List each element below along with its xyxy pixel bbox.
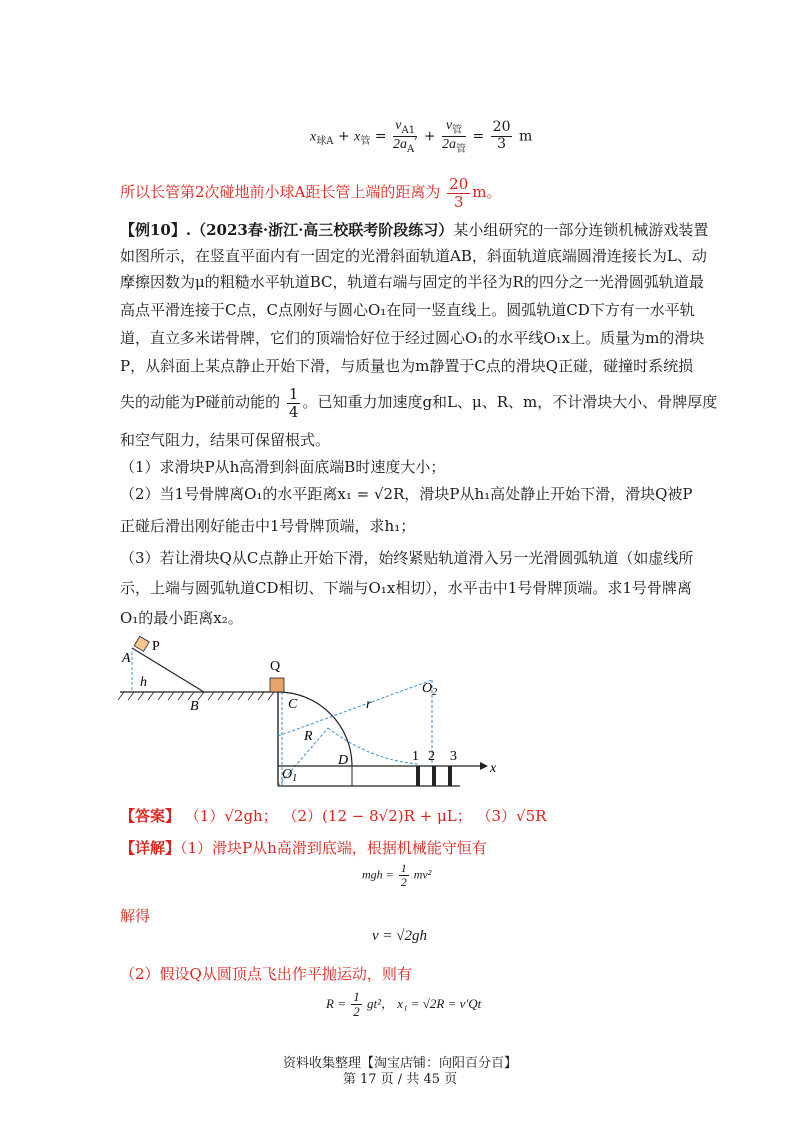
label-h: h [140, 675, 147, 690]
question-3b: 示，上端与圆弧轨道CD相切、下端与O₁x相切），水平击中1号骨牌顶端。求1号骨牌离 [120, 579, 692, 597]
answer-line: 所以长管第2次碰地前小球A距长管上端的距离为 $\frac{20}{3}$ m。 [120, 175, 502, 211]
fraction-a1: $\frac{v_{A1}}{2a_A'}$ [392, 118, 418, 155]
answer-row: 【答案】 （1）√2gh； （2）(12 − 8√2)R + μL； （3）√5R [120, 807, 547, 825]
detail-eq3: R = $\frac{1}{2}$ gt²， x₁ = √2R = v′Qt [326, 989, 482, 1020]
label-domino-3: 3 [450, 749, 457, 764]
label-domino-2: 2 [428, 749, 435, 764]
solve-label: 解得 [120, 907, 151, 925]
label-r: R [304, 729, 313, 744]
label-x: x [490, 761, 497, 776]
example-line-4: 道，直立多米诺骨牌，它们的顶端恰好位于经过圆心O₁的水平线O₁x上。质量为m的滑块 [120, 329, 705, 347]
footer-page: 第 17 页 / 共 45 页 [342, 1072, 458, 1087]
question-2a: （2）当1号骨牌离O₁的水平距离x₁ = √2R，滑块P从h₁高处静止开始下滑，滑块Q被P [120, 485, 693, 503]
label-c: C [288, 697, 298, 712]
label-o2: $O_2$ [422, 681, 438, 698]
example-line-2: 摩擦因数为μ的粗糙水平轨道BC，轨道右端与固定的半径为R的四分之一光滑圆弧轨道最 [120, 273, 704, 291]
domino-3 [448, 766, 452, 786]
label-d: D [338, 753, 349, 768]
detail-eq1: mgh = $\frac{1}{2}$ mv² [362, 861, 432, 890]
detail-row: 【详解】（1）滑块P从h高滑到底端，根据机械能守恒有 [120, 839, 487, 857]
question-1: （1）求滑块P从h高滑到斜面底端B时速度大小； [120, 458, 446, 476]
top-equation: $x_{球A} + x_管$ = $\frac{v_{A1}}{2a_A'}$ + $\frac{v_管}{2a_管}$ = $\frac{20}{3}$ m [310, 118, 533, 155]
question-2b: 正碰后滑出刚好能击中1号骨牌顶端，求h₁； [120, 517, 416, 535]
label-domino-1: 1 [412, 749, 419, 764]
example-line-5: P，从斜面上某点静止开始下滑，与质量也为m静置于C点的滑块Q正碰，碰撞时系统损 [120, 357, 694, 375]
block-p [134, 636, 149, 651]
track-diagram [110, 636, 510, 796]
question-3a: （3）若让滑块Q从C点静止开始下滑，始终紧贴轨道滑入另一光滑圆弧轨道（如虚线所 [120, 549, 694, 567]
label-small-r: r [366, 697, 372, 712]
axis-arrow [480, 762, 488, 770]
detail-eq2: v = √2gh [372, 928, 428, 944]
example-line-6: 失的动能为P碰前动能的 $\frac{1}{4}$ 。已知重力加速度g和L、μ、R、m，不计滑块大小、骨牌厚度 [120, 385, 718, 421]
label-q: Q [270, 659, 281, 674]
example-line-1: 如图所示，在竖直平面内有一固定的光滑斜面轨道AB，斜面轨道底端圆滑连接长为L、动 [120, 247, 707, 265]
fraction-tube: $\frac{v_管}{2a_管}$ [442, 118, 467, 155]
detail-part2: （2）假设Q从圆顶点飞出作平抛运动，则有 [120, 965, 412, 983]
question-3c: O₁的最小距离x₂。 [120, 609, 243, 627]
example-heading: 【例10】.（2023春·浙江·高三校联考阶段练习）某小组研究的一部分连锁机械游戏装置 [120, 221, 709, 239]
label-p: P [152, 639, 160, 654]
block-q [270, 678, 284, 692]
c-o2-dashed [278, 680, 432, 736]
label-b: B [190, 699, 199, 714]
label-a: A [122, 651, 131, 666]
example-line-8: 和空气阻力，结果可保留根式。 [120, 431, 331, 449]
domino-2 [432, 766, 436, 786]
fraction-result: $\frac{20}{3}$ [492, 119, 511, 152]
footer-source: 资料收集整理【淘宝店铺：向阳百分百】 [282, 1056, 517, 1071]
example-line-3: 高点平滑连接于C点，C点刚好与圆心O₁在同一竖直线上。圆弧轨道CD下方有一水平轨 [120, 301, 695, 319]
domino-1 [416, 766, 420, 786]
label-o1: $O_1$ [282, 767, 298, 784]
